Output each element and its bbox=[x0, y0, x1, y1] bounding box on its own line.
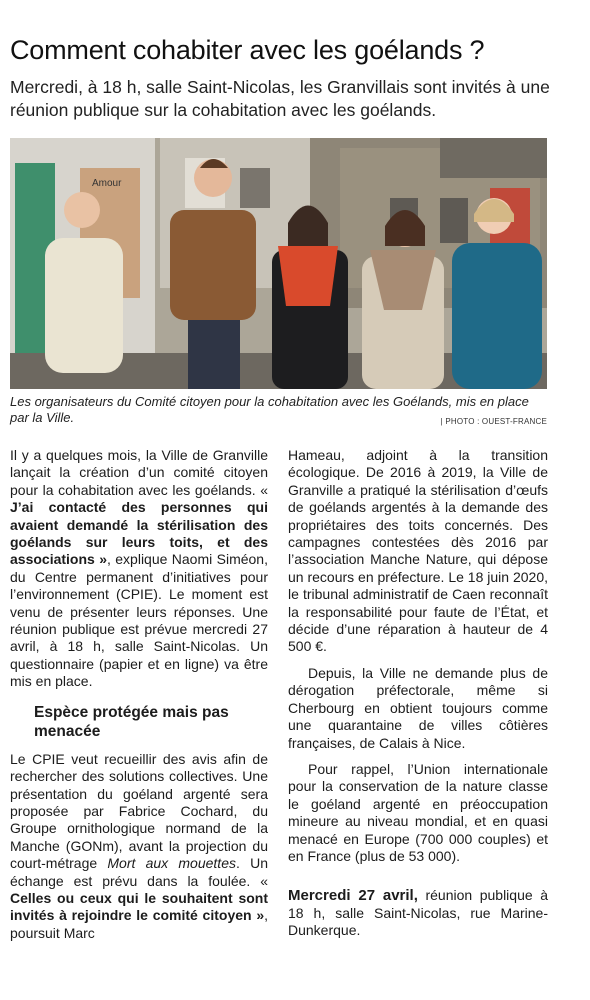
film-title: Mort aux mouettes bbox=[107, 855, 236, 872]
body-paragraph-3: Depuis, la Ville ne demande plus de dérogation préfectorale, même si Cherbourg en obtient toujours comme une quarantaine de villes côtières françaises, de Calais à Nice. bbox=[288, 664, 548, 751]
body-paragraph-1: Il y a quelques mois, la Ville de Granville lançait la création d’un comité citoyen pour la cohabitation avec les goélands. « J’ai contacté des personnes qui avaient demandé la stérilisation des goélands sur leurs toits, et des associations », explique Naomi Siméon, du Centre permanent d’initiatives pour l’environnement (CPIE). Le moment est venu de présenter leurs réponses. Une réunion publique est prévue mercredi 27 avril, à 18 h, salle Saint-Nicolas. Un questionnaire (papier et en ligne) va être mis en place. bbox=[10, 447, 268, 690]
body-paragraph-2-continued: Hameau, adjoint à la transition écologique. De 2016 à 2019, la Ville de Granville a pratiqué la stérilisation d’œufs de goélands argentés à la demande des propriétaires des toits concernés. Des campagnes contestées dès 2016 par l’association Manche Nature, qui dépose un recours en préfecture. Le 18 juin 2020, le tribunal administratif de Caen reconnaît la responsabilité pour faute de l’État, et décide d’une réparation à hauteur de 4 500 €. bbox=[288, 447, 548, 655]
section-subheading: Espèce protégée mais pas menacée bbox=[34, 703, 229, 740]
quote-naomi: J’ai contacté des personnes qui avaient demandé la stérilisation des goélands sur leurs toits, et des associations » bbox=[10, 499, 268, 568]
body-paragraph-2: Le CPIE veut recueillir des avis afin de rechercher des solutions collectives. Une présentation du goéland argenté sera proposée par Fabrice Cochard, du Groupe ornithologique normand de la Manche (GONm), avant la projection du court-métrage Mort aux mouettes. Un échange est prévu dans la foulée. « Celles ou ceux qui le souhaitent sont invités à rejoindre le comité citoyen », poursuit Marc bbox=[10, 750, 268, 941]
article-column-right bbox=[288, 447, 548, 940]
quote-marc: Celles ou ceux qui le souhaitent sont invités à rejoindre le comité citoyen » bbox=[10, 889, 268, 924]
article-lede: Mercredi, à 18 h, salle Saint-Nicolas, les Granvillais sont invités à une réunion publique sur la cohabitation avec les goélands. bbox=[10, 77, 550, 120]
photo-credit: | PHOTO : OUEST-FRANCE bbox=[440, 417, 547, 426]
article-column-left bbox=[10, 447, 268, 964]
body-paragraph-4: Pour rappel, l’Union internationale pour la conservation de la nature classe le goéland argenté en préoccupation mineure au niveau mondial, et en quasi menacé en Europe (700 000 couples) et en France (plus de 53 000). bbox=[288, 760, 548, 864]
article-headline: Comment cohabiter avec les goélands ? bbox=[10, 35, 485, 65]
poster-sign-text: Amour bbox=[92, 178, 122, 189]
event-notice: Mercredi 27 avril, réunion publique à 18 h, salle Saint-Nicolas, rue Marine-Dunkerque. bbox=[288, 887, 548, 939]
photo-caption: Les organisateurs du Comité citoyen pour la cohabitation avec les Goélands, mis en place par la Ville. bbox=[10, 394, 529, 425]
article-photo bbox=[10, 138, 547, 389]
